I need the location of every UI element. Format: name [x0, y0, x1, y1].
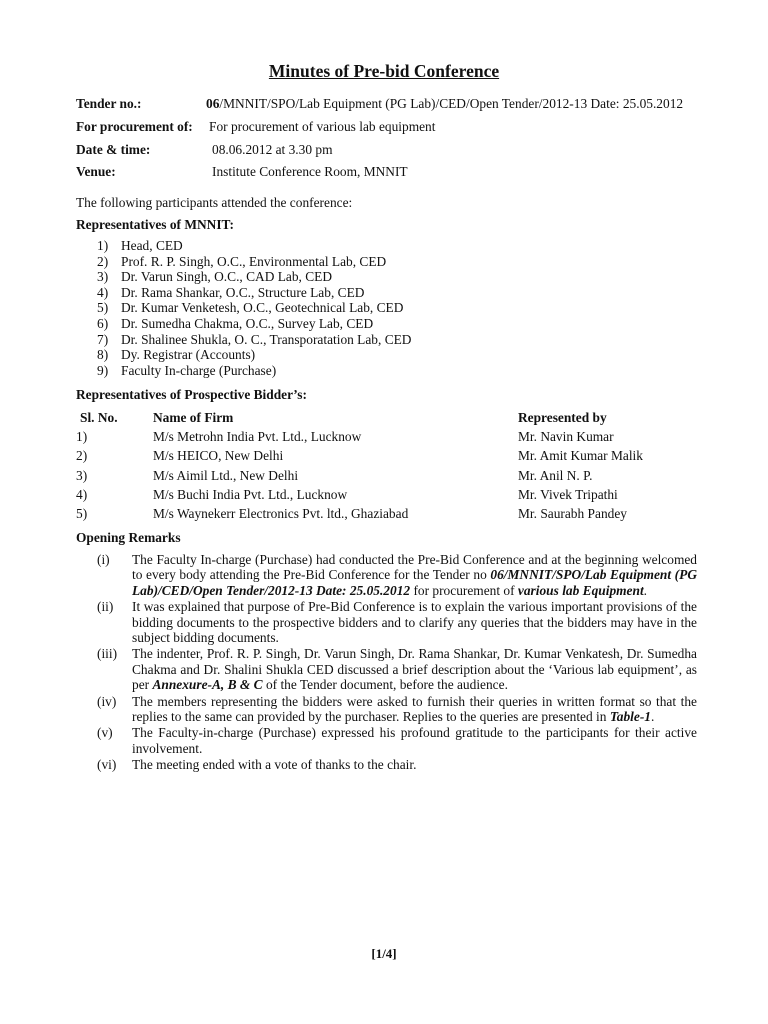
tender-number-bold: 06 — [206, 96, 220, 111]
list-item: 2) Prof. R. P. Singh, O.C., Environmental Lab, CED — [97, 253, 387, 269]
table-row: 3) M/s Aimil Ltd., New Delhi Mr. Anil N. P. — [76, 467, 593, 483]
datetime-value: 08.06.2012 at 3.30 pm — [212, 142, 333, 157]
opening-remarks-list — [97, 552, 697, 774]
list-item: 3) Dr. Varun Singh, O.C., CAD Lab, CED — [97, 269, 333, 285]
list-item: 5) Dr. Kumar Venketesh, O.C., Geotechnical Lab, CED — [97, 300, 404, 316]
remark-item: (iv) The members representing the bidders were asked to furnish their queries in written format so that the replies to the same can provided by the purchaser. Replies to the queries are presented in Table-1. — [97, 693, 697, 725]
remark-item: (vi) The meeting ended with a vote of thanks to the chair. — [97, 757, 417, 773]
intro-text: The following participants attended the conference: — [76, 195, 353, 210]
page-number: [1/4] — [371, 946, 397, 961]
list-item: 4) Dr. Rama Shankar, O.C., Structure Lab, CED — [97, 284, 365, 300]
table-row: 2) M/s HEICO, New Delhi Mr. Amit Kumar Malik — [76, 448, 643, 464]
bidders-heading: Representatives of Prospective Bidder’s: — [76, 387, 307, 402]
mnnit-representatives-list — [97, 238, 411, 378]
bidders-table — [76, 408, 643, 523]
remark-item: (v) The Faculty-in-charge (Purchase) expressed his profound gratitude to the participants for their active involvement. — [97, 725, 697, 756]
remark-item: (iii) The indenter, Prof. R. P. Singh, Dr. Varun Singh, Dr. Rama Shankar, Dr. Kumar Venkatesh, Dr. Sumedha Chakma and Dr. Shalini Shukla CED discussed a brief description about the ‘Various lab equipment’, as per Annexure-A, B & C of the Tender document, before the audience. — [97, 646, 697, 693]
table-row: 5) M/s Waynekerr Electronics Pvt. ltd., Ghaziabad Mr. Saurabh Pandey — [76, 506, 627, 522]
mnnit-heading: Representatives of MNNIT: — [76, 217, 234, 232]
table-header-row — [76, 408, 643, 427]
tender-label: Tender no.: — [76, 96, 142, 111]
list-item: 1) Head, CED — [97, 238, 183, 253]
tender-value — [206, 96, 683, 112]
remark-item: (ii) It was explained that purpose of Pre-Bid Conference is to explain the various important provisions of the bidding documents to the prospective bidders and to clarify any queries that the bidders may have in the subject bidding documents. — [97, 599, 697, 646]
list-item: 9) Faculty In-charge (Purchase) — [97, 362, 277, 378]
tender-number-rest: /MNNIT/SPO/Lab Equipment (PG Lab)/CED/Open Tender/2012-13 Date: 25.05.2012 — [219, 96, 684, 111]
list-item: 6) Dr. Sumedha Chakma, O.C., Survey Lab, CED — [97, 315, 374, 331]
list-item: 8) Dy. Registrar (Accounts) — [97, 347, 256, 363]
procurement-value: For procurement of various lab equipment — [209, 119, 436, 134]
table-row: 1) M/s Metrohn India Pvt. Ltd., Lucknow Mr. Navin Kumar — [76, 429, 614, 445]
datetime-label: Date & time: — [76, 142, 151, 157]
header-sl-no: Sl. No. — [80, 410, 118, 425]
remarks-heading: Opening Remarks — [76, 530, 181, 545]
procurement-label: For procurement of: — [76, 119, 193, 134]
venue-label: Venue: — [76, 164, 116, 179]
list-item: 7) Dr. Shalinee Shukla, O. C., Transporatation Lab, CED — [97, 331, 412, 347]
remark-item: (i) The Faculty In-charge (Purchase) had conducted the Pre-Bid Conference and at the beginning welcomed to every body attending the Pre-Bid Conference for the Tender no 06/MNNIT/SPO/Lab Equipment (PG Lab)/CED/Open Tender/2012-13 Date: 25.05.2012 for procurement of various lab Equipment. — [97, 552, 697, 598]
venue-value: Institute Conference Room, MNNIT — [212, 164, 408, 179]
header-represented-by: Represented by — [518, 410, 607, 425]
page-title: Minutes of Pre-bid Conference — [268, 61, 500, 81]
header-firm: Name of Firm — [153, 410, 234, 425]
table-row: 4) M/s Buchi India Pvt. Ltd., Lucknow Mr. Vivek Tripathi — [76, 486, 618, 502]
